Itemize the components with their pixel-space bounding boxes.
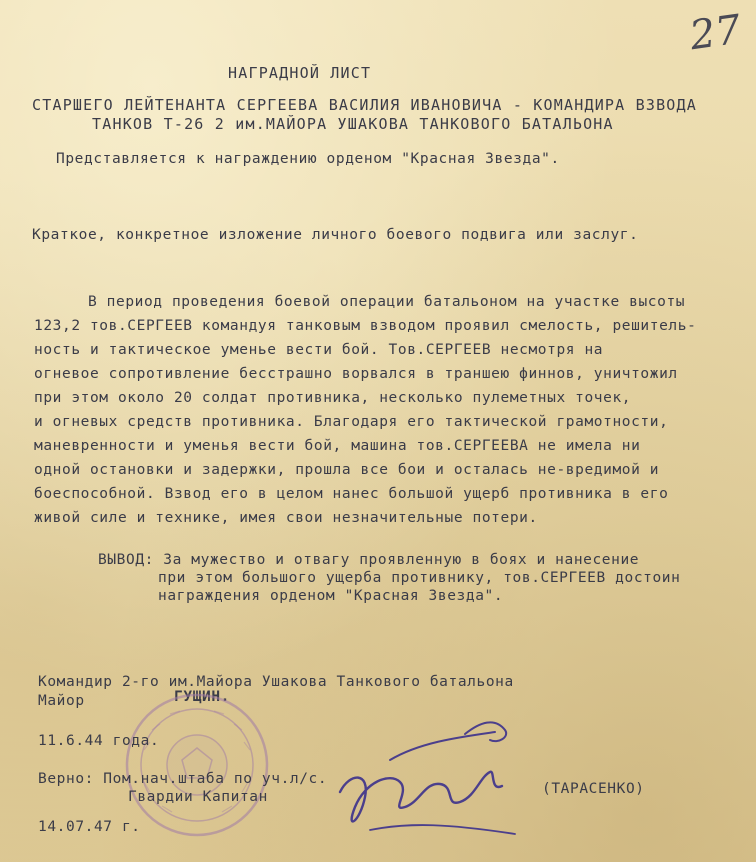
- certified-rank: Гвардии Капитан: [128, 789, 268, 805]
- body-line-1: В период проведения боевой операции батальоном на участке высоты: [88, 294, 686, 310]
- body-line-9: боеспособной. Взвод его в целом нанес большой ущерб противника в его: [34, 486, 669, 502]
- nomination-text: Представляется к награждению орденом "Красная Звезда".: [56, 151, 560, 167]
- body-line-4: огневое сопротивление бесстрашно ворвался в траншею финнов, уничтожил: [34, 366, 678, 382]
- body-line-2: 123,2 тов.СЕРГЕЕВ командуя танковым взводом проявил смелость, решитель-: [34, 318, 697, 334]
- section-heading: Краткое, конкретное изложение личного боевого подвига или заслуг.: [32, 227, 639, 243]
- certified-date: 14.07.47 г.: [38, 819, 141, 835]
- subtitle-line-2: ТАНКОВ Т-26 2 им.МАЙОРА УШАКОВА ТАНКОВОГО БАТАЛЬОНА: [92, 115, 614, 133]
- official-seal: [122, 690, 272, 840]
- page-number: 27: [687, 6, 744, 60]
- conclusion-line-2: при этом большого ущерба противнику, тов.СЕРГЕЕВ достоин: [158, 570, 681, 586]
- body-line-7: маневренности и уменья вести бой, машина тов.СЕРГЕЕВА не имела ни: [34, 438, 641, 454]
- body-line-10: живой силе и технике, имея свои незначительные потери.: [34, 510, 538, 526]
- conclusion-line-3: награждения орденом "Красная Звезда".: [158, 588, 504, 604]
- conclusion-line-1: ВЫВОД: За мужество и отвагу проявленную в боях и нанесение: [98, 552, 640, 568]
- commander-surname: ГУЩИН.: [174, 689, 230, 705]
- body-line-5: при этом около 20 солдат противника, несколько пулеметных точек,: [34, 390, 632, 406]
- body-line-8: одной остановки и задержки, прошла все бои и осталась не-вредимой и: [34, 462, 660, 478]
- handwritten-signature: [330, 712, 530, 852]
- signer-name: (ТАРАСЕНКО): [542, 781, 645, 797]
- order-date: 11.6.44 года.: [38, 733, 160, 749]
- document-title: НАГРАДНОЙ ЛИСТ: [228, 64, 372, 82]
- commander-line: Командир 2-го им.Майора Ушакова Танкового батальона: [38, 674, 514, 690]
- certified-line: Верно: Пом.нач.штаба по уч.л/с.: [38, 771, 328, 787]
- body-line-6: и огневых средств противника. Благодаря его тактической грамотности,: [34, 414, 669, 430]
- body-line-3: ность и тактическое уменье вести бой. Тов.СЕРГЕЕВ несмотря на: [34, 342, 604, 358]
- commander-rank: Майор: [38, 693, 85, 709]
- subtitle-line-1: СТАРШЕГО ЛЕЙТЕНАНТА СЕРГЕЕВА ВАСИЛИЯ ИВАНОВИЧА - КОМАНДИРА ВЗВОДА: [32, 96, 697, 114]
